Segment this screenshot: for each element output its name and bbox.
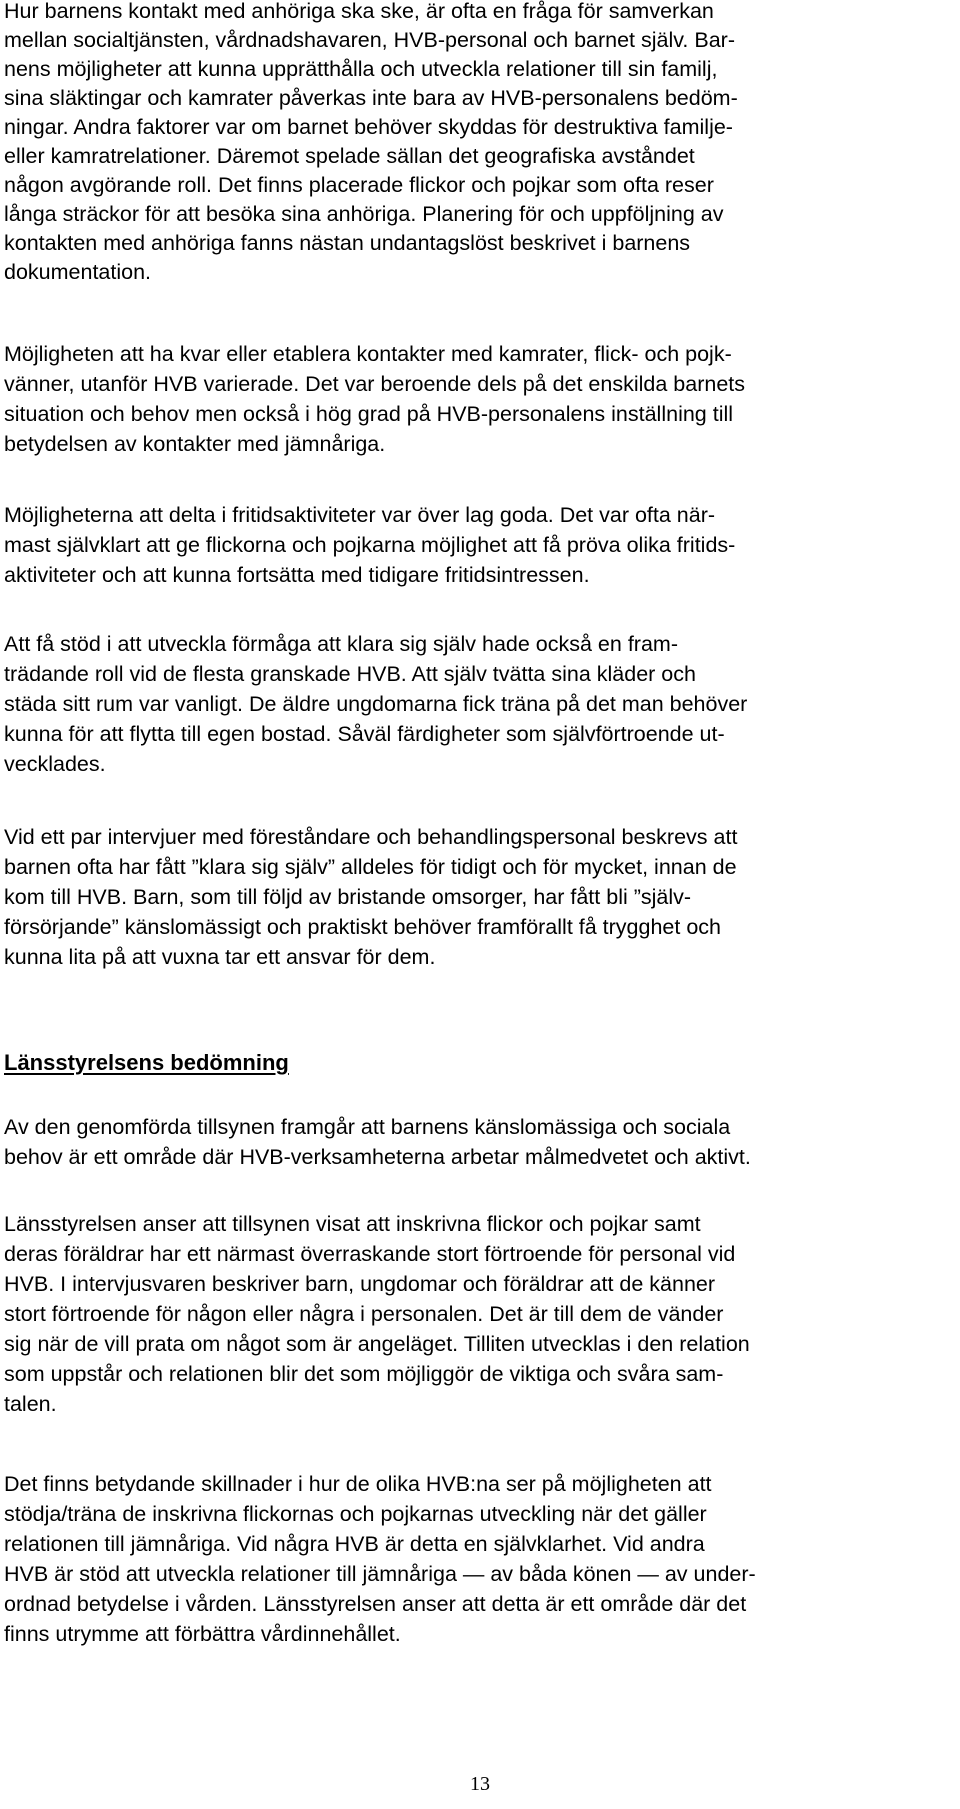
text-line: situation och behov men också i hög grad på HVB-personalens inställning till [4,402,734,426]
text-line: kontakten med anhöriga fanns nästan undantagslöst beskrivet i barnens [4,231,691,255]
paragraph-peer-relations-support [4,1469,954,1649]
text-line: HVB. I intervjusvaren beskriver barn, ungdomar och föräldrar att de känner [4,1272,716,1296]
paragraph-assessment-summary [4,1112,954,1172]
text-line: behov är ett område där HVB-verksamheterna arbetar målmedvetet och aktivt. [4,1145,751,1169]
text-line: Vid ett par intervjuer med föreståndare och behandlingspersonal beskrevs att [4,825,738,849]
text-line: stödja/träna de inskrivna flickornas och pojkarnas utveckling när det gäller [4,1502,707,1526]
text-line: dokumentation. [4,260,152,284]
paragraph-peer-contacts [4,339,954,459]
text-line: ningar. Andra faktorer var om barnet behöver skyddas för destruktiva familje- [4,115,733,139]
text-line: kunna för att flytta till egen bostad. Såväl färdigheter som självförtroende ut- [4,722,725,746]
text-line: långa sträckor för att besöka sina anhöriga. Planering för och uppföljning av [4,202,724,226]
text-line: Länsstyrelsen anser att tillsynen visat att inskrivna flickor och pojkar samt [4,1212,701,1236]
text-line: eller kamratrelationer. Däremot spelade sällan det geografiska avståndet [4,144,695,168]
text-line: vecklades. [4,752,106,776]
text-line: Hur barnens kontakt med anhöriga ska ske, är ofta en fråga för samverkan [4,0,714,23]
paragraph-trust-in-staff [4,1209,954,1419]
text-line: försörjande” känslomässigt och praktiskt behöver framförallt få trygghet och [4,915,721,939]
text-line: trädande roll vid de flesta granskade HVB. Att själv tvätta sina kläder och [4,662,696,686]
page-number: 13 [470,1773,490,1795]
text-line: kunna lita på att vuxna tar ett ansvar för dem. [4,945,436,969]
paragraph-family-contact [4,0,954,287]
text-line: Möjligheten att ha kvar eller etablera kontakter med kamrater, flick- och pojk- [4,342,732,366]
paragraph-interviews [4,822,954,972]
text-line: finns utrymme att förbättra vårdinnehållet. [4,1622,401,1646]
text-line: talen. [4,1392,57,1416]
text-line: betydelsen av kontakter med jämnåriga. [4,432,386,456]
paragraph-independence-skills [4,629,954,779]
text-line: Möjligheterna att delta i fritidsaktiviteter var över lag goda. Det var ofta när- [4,503,716,527]
text-line: Att få stöd i att utveckla förmåga att klara sig själv hade också en fram- [4,632,678,656]
text-line: vänner, utanför HVB varierade. Det var beroende dels på det enskilda barnets [4,372,746,396]
text-line: ordnad betydelse i vården. Länsstyrelsen anser att detta är ett område där det [4,1592,747,1616]
text-line: kom till HVB. Barn, som till följd av bristande omsorger, har fått bli ”själv- [4,885,692,909]
text-line: städa sitt rum var vanligt. De äldre ungdomarna fick träna på det man behöver [4,692,748,716]
text-line: stort förtroende för någon eller några i personalen. Det är till dem de vänder [4,1302,724,1326]
section-heading: Länsstyrelsens bedömning [4,1050,289,1075]
text-line: aktiviteter och att kunna fortsätta med tidigare fritidsintressen. [4,563,590,587]
text-line: Det finns betydande skillnader i hur de olika HVB:na ser på möjligheten att [4,1472,712,1496]
text-line: nens möjligheter att kunna upprätthålla och utveckla relationer till sin familj, [4,57,718,81]
paragraph-leisure-activities [4,500,954,590]
text-line: relationen till jämnåriga. Vid några HVB är detta en självklarhet. Vid andra [4,1532,705,1556]
text-line: Av den genomförda tillsynen framgår att barnens känslomässiga och sociala [4,1115,731,1139]
text-line: sina släktingar och kamrater påverkas inte bara av HVB-personalens bedöm- [4,86,738,110]
text-line: mast självklart att ge flickorna och pojkarna möjlighet att få pröva olika fritids- [4,533,736,557]
text-line: deras föräldrar har ett närmast överraskande stort förtroende för personal vid [4,1242,736,1266]
text-line: mellan socialtjänsten, vårdnadshavaren, HVB-personal och barnet själv. Bar- [4,28,735,52]
text-line: HVB är stöd att utveckla relationer till jämnåriga — av båda könen — av under- [4,1562,756,1586]
text-line: barnen ofta har fått ”klara sig själv” alldeles för tidigt och för mycket, innan de [4,855,737,879]
text-line: sig när de vill prata om något som är angeläget. Tilliten utvecklas i den relation [4,1332,750,1356]
text-line: som uppstår och relationen blir det som möjliggör de viktiga och svåra sam- [4,1362,724,1386]
text-line: någon avgörande roll. Det finns placerade flickor och pojkar som ofta reser [4,173,714,197]
